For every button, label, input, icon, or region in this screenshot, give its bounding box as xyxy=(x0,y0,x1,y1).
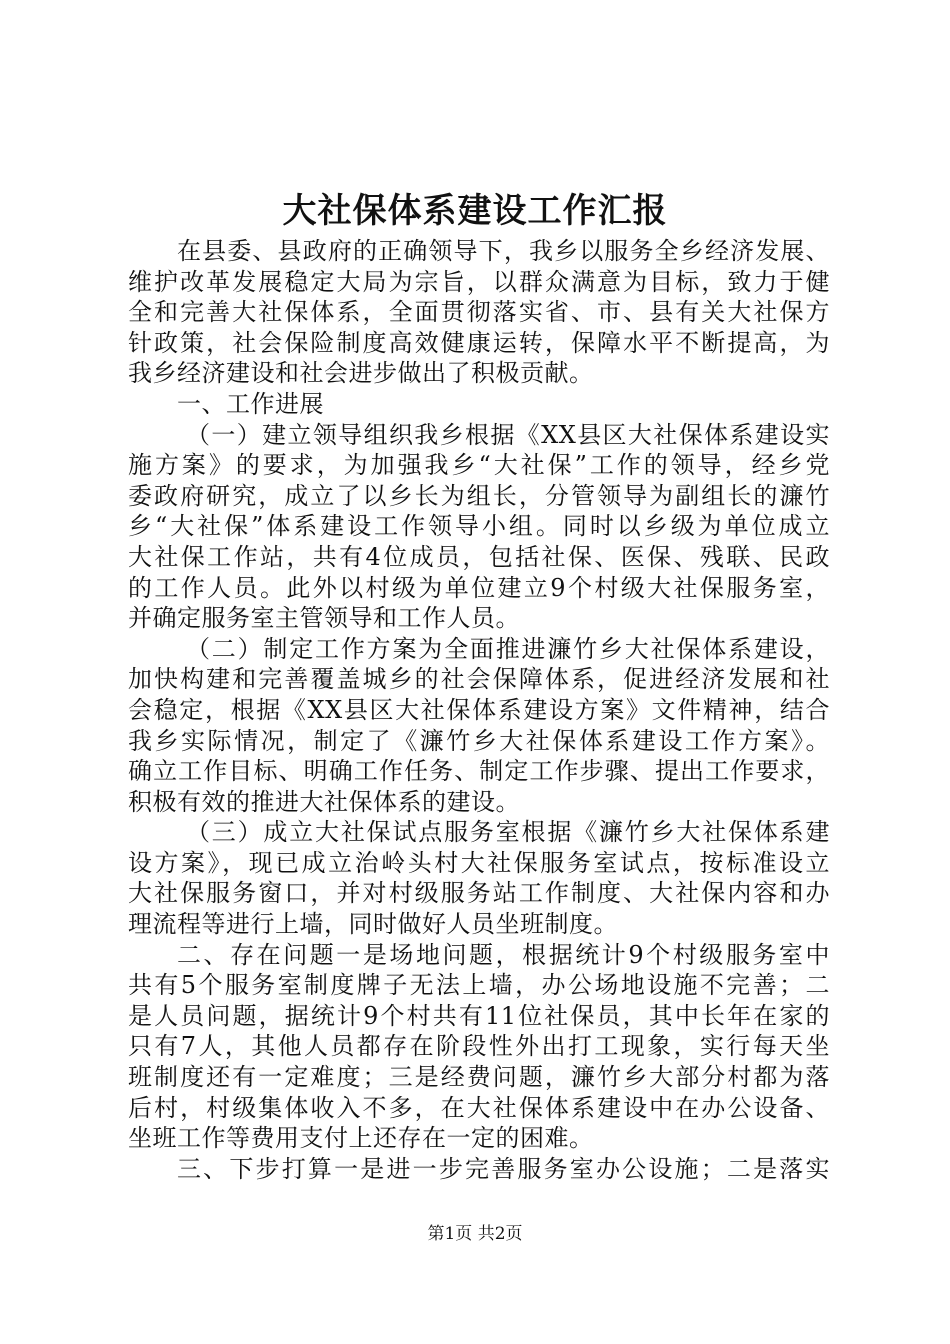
text-line: 的工作人员。此外以村级为单位建立9个村级大社保服务室， xyxy=(128,573,830,602)
text-line: 施方案》的要求，为加强我乡“大社保”工作的领导，经乡党 xyxy=(128,451,830,480)
page-footer: 第1页 共2页 xyxy=(427,1224,523,1244)
text-line: 全和完善大社保体系，全面贯彻落实省、市、县有关大社保方 xyxy=(128,298,830,327)
text-line: 加快构建和完善覆盖城乡的社会保障体系，促进经济发展和社 xyxy=(128,665,830,694)
text-line: （一）建立领导组织我乡根据《XX县区大社保体系建设实 xyxy=(186,420,830,449)
text-line: 大社保服务窗口，并对村级服务站工作制度、大社保内容和办 xyxy=(128,879,830,908)
text-line: 共有5个服务室制度牌子无法上墙，办公场地设施不完善；二 xyxy=(128,971,830,1000)
text-line: 针政策，社会保险制度高效健康运转，保障水平不断提高，为 xyxy=(128,328,830,357)
text-line: 会稳定，根据《XX县区大社保体系建设方案》文件精神，结合 xyxy=(128,695,830,724)
text-line: 二、存在问题一是场地问题，根据统计9个村级服务室中 xyxy=(177,940,830,969)
text-line: （三）成立大社保试点服务室根据《濂竹乡大社保体系建 xyxy=(186,818,830,847)
text-line: 维护改革发展稳定大局为宗旨，以群众满意为目标，致力于健 xyxy=(128,267,830,296)
text-line: 班制度还有一定难度；三是经费问题，濂竹乡大部分村都为落 xyxy=(128,1063,830,1092)
text-line: （二）制定工作方案为全面推进濂竹乡大社保体系建设， xyxy=(186,634,830,663)
text-line: 理流程等进行上墙，同时做好人员坐班制度。 xyxy=(128,910,618,939)
text-line: 只有7人，其他人员都存在阶段性外出打工现象，实行每天坐 xyxy=(128,1032,830,1061)
text-line: 大社保工作站，共有4位成员，包括社保、医保、残联、民政 xyxy=(128,542,830,571)
document-title: 大社保体系建设工作汇报 xyxy=(282,191,668,231)
text-line: 我乡实际情况，制定了《濂竹乡大社保体系建设工作方案》。 xyxy=(128,726,830,755)
text-line: 确立工作目标、明确工作任务、制定工作步骤、提出工作要求， xyxy=(128,757,830,786)
text-line: 并确定服务室主管领导和工作人员。 xyxy=(128,604,520,633)
text-line: 乡“大社保”体系建设工作领导小组。同时以乡级为单位成立 xyxy=(128,512,830,541)
text-line: 在县委、县政府的正确领导下，我乡以服务全乡经济发展、 xyxy=(177,237,830,265)
document-body xyxy=(128,236,830,1184)
text-line: 委政府研究，成立了以乡长为组长，分管领导为副组长的濂竹 xyxy=(128,481,830,510)
text-line: 后村，村级集体收入不多，在大社保体系建设中在办公设备、 xyxy=(128,1093,830,1122)
text-line: 我乡经济建设和社会进步做出了积极贡献。 xyxy=(128,359,594,388)
text-line: 设方案》，现已成立治岭头村大社保服务室试点，按标准设立 xyxy=(128,848,830,877)
section-heading: 一、工作进展 xyxy=(177,389,324,418)
text-line: 三、下步打算一是进一步完善服务室办公设施；二是落实 xyxy=(177,1154,830,1183)
text-line: 是人员问题，据统计9个村共有11位社保员，其中长年在家的 xyxy=(128,1001,830,1030)
text-line: 坐班工作等费用支付上还存在一定的困难。 xyxy=(128,1124,594,1153)
text-line: 积极有效的推进大社保体系的建设。 xyxy=(128,787,520,816)
